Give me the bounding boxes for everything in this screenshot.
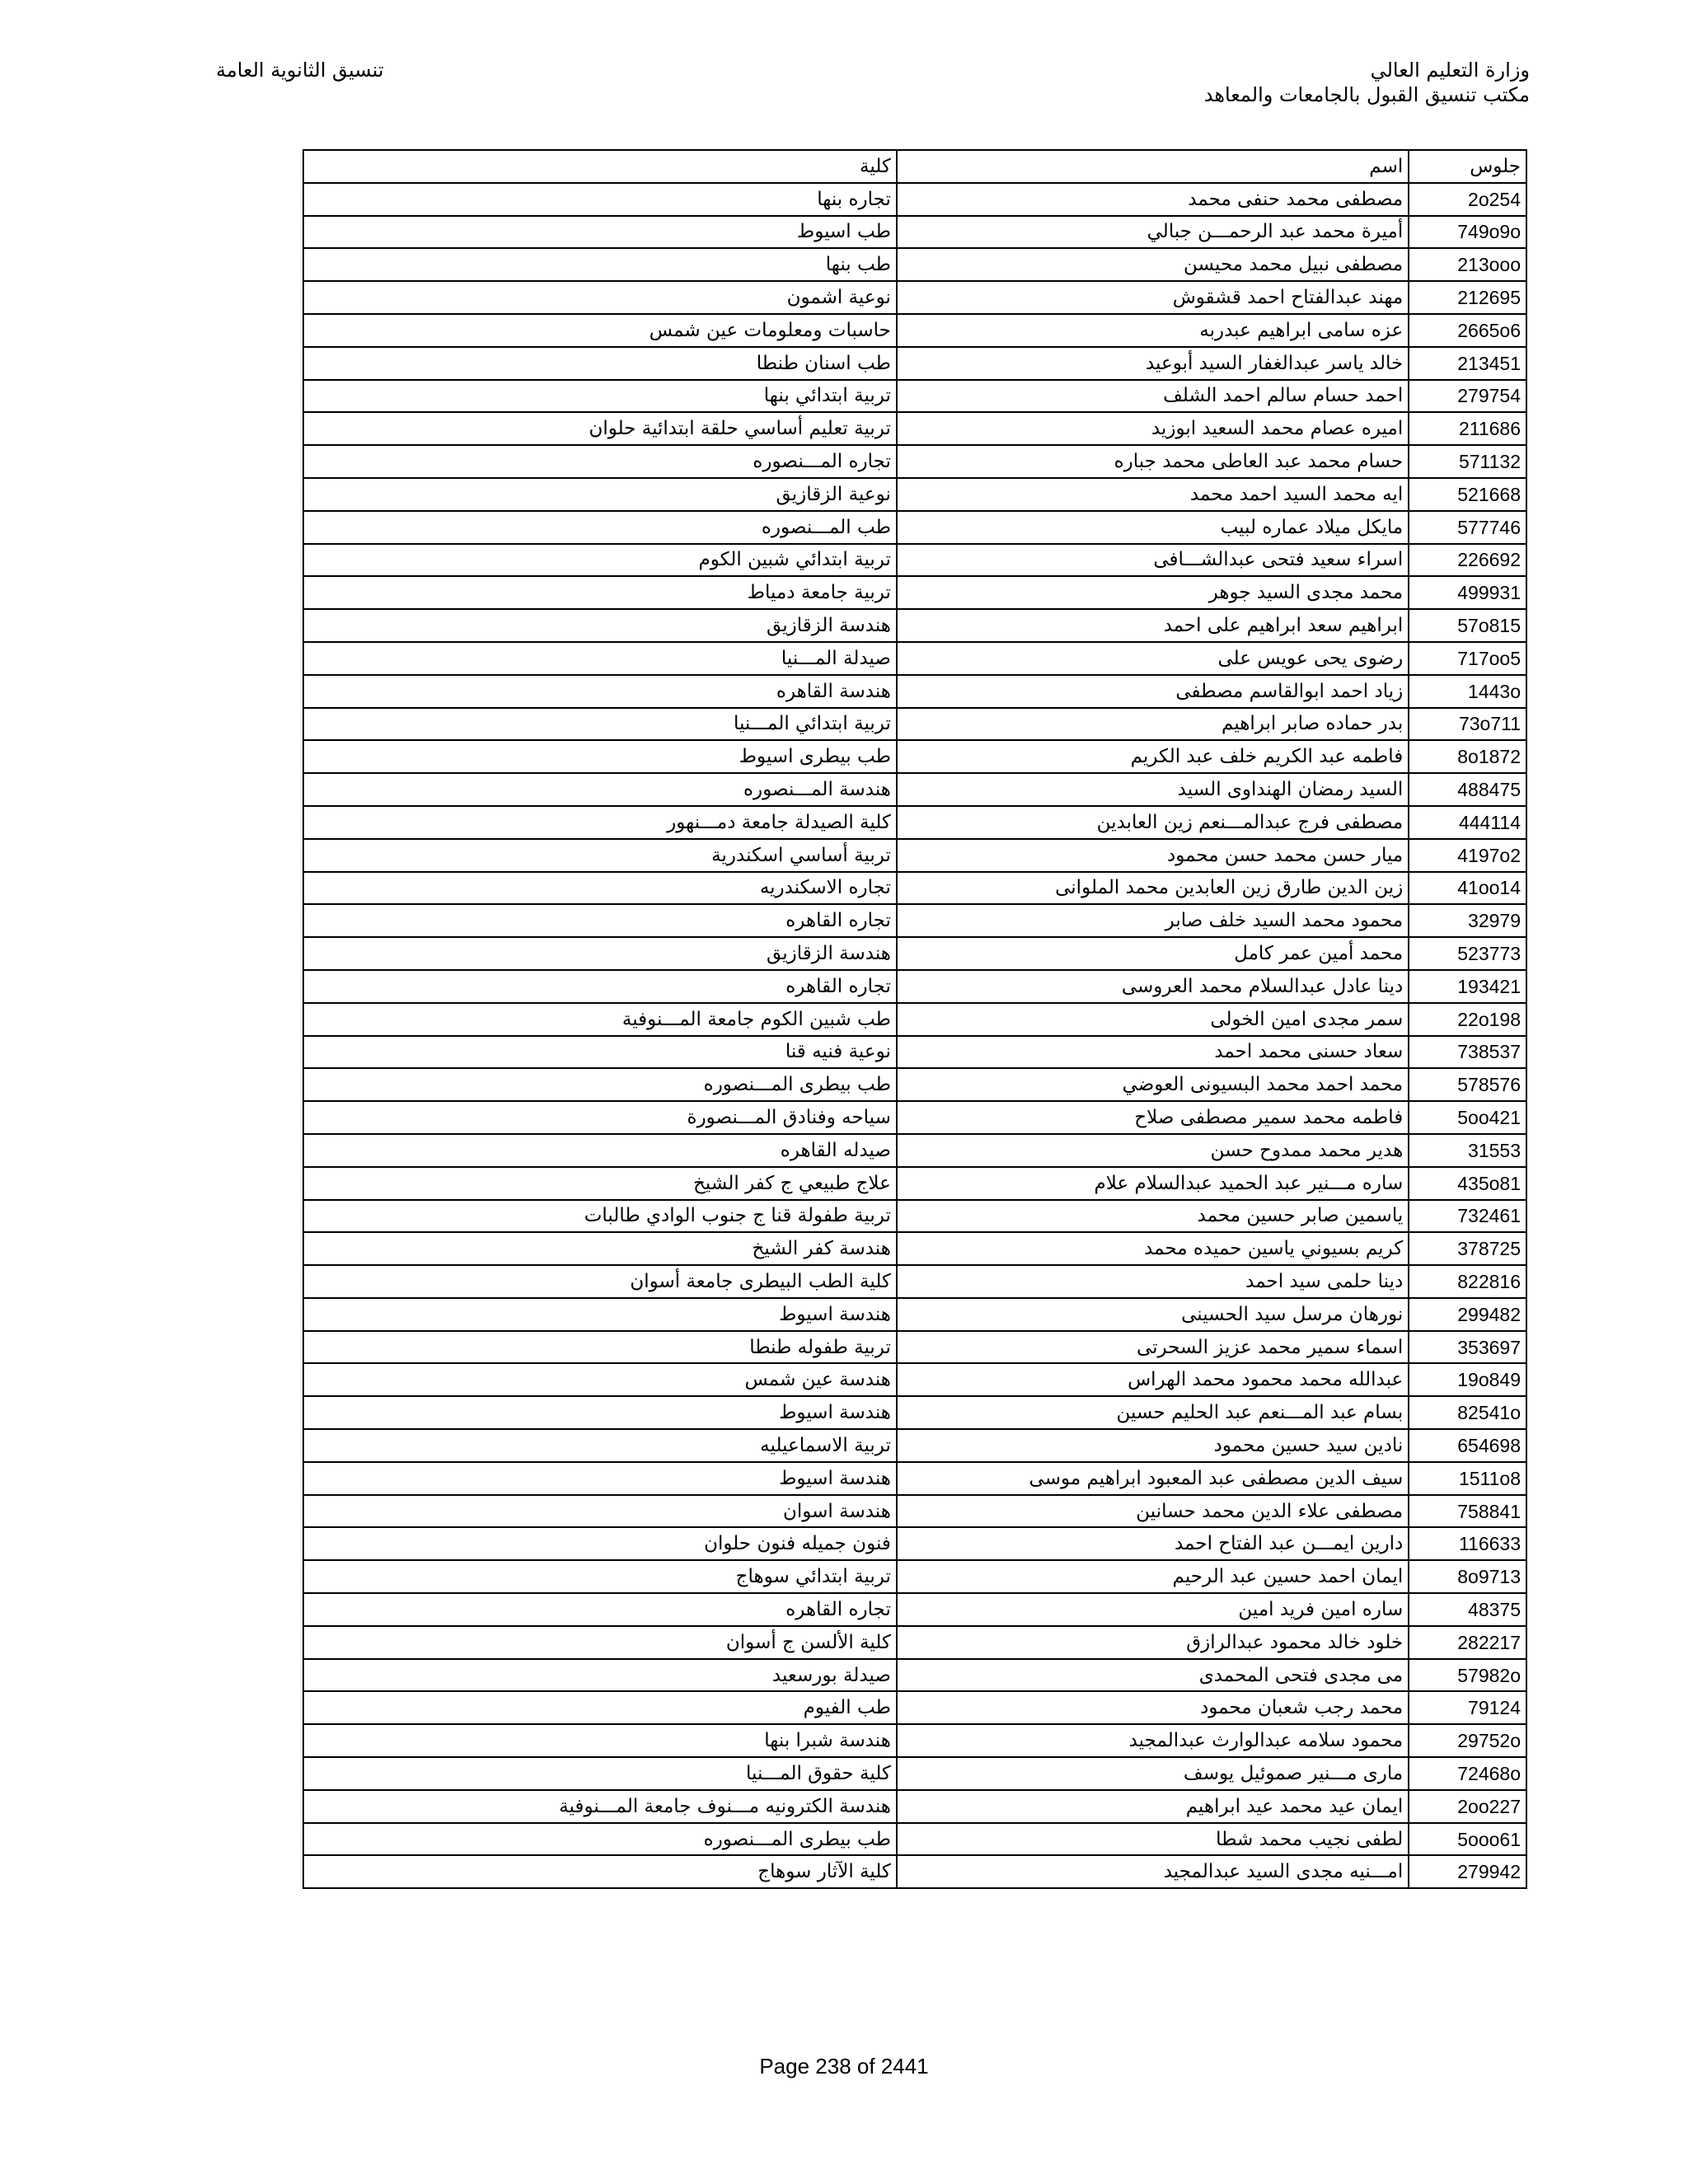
table-row — [303, 1396, 1526, 1429]
college-cell: طب بنها — [303, 248, 897, 281]
table-row — [303, 380, 1526, 413]
table-row — [303, 1134, 1526, 1167]
table-row — [303, 1036, 1526, 1069]
seat-number-cell: 82541o — [1409, 1396, 1526, 1429]
student-name-cell: عزه سامى ابراهيم عبدربه — [897, 314, 1409, 347]
table-row — [303, 642, 1526, 675]
seat-number-cell: 758841 — [1409, 1495, 1526, 1528]
student-name-cell: مارى مـــنير صموئيل يوسف — [897, 1757, 1409, 1790]
student-name-cell: نورهان مرسل سيد الحسينى — [897, 1298, 1409, 1331]
table-row — [303, 675, 1526, 708]
college-cell: طب بيطرى المـــنصوره — [303, 1823, 897, 1856]
seat-number-cell: 226692 — [1409, 544, 1526, 577]
college-cell: صيدلة المـــنيا — [303, 642, 897, 675]
table-row — [303, 904, 1526, 937]
student-name-cell: حسام محمد عبد العاطى محمد جباره — [897, 445, 1409, 478]
ministry-title: وزارة التعليم العالي — [1370, 59, 1530, 82]
table-row — [303, 1855, 1526, 1888]
table-row — [303, 1691, 1526, 1724]
college-cell: حاسبات ومعلومات عين شمس — [303, 314, 897, 347]
student-name-cell: كريم بسيوني ياسين حميده محمد — [897, 1232, 1409, 1265]
admissions-table — [302, 149, 1527, 1889]
seat-number-cell: 378725 — [1409, 1232, 1526, 1265]
table-row — [303, 1298, 1526, 1331]
student-name-cell: مصطفى علاء الدين محمد حسانين — [897, 1495, 1409, 1528]
table-row — [303, 708, 1526, 741]
seat-number-cell: 8o1872 — [1409, 740, 1526, 773]
college-cell: علاج طبيعي ج كفر الشيخ — [303, 1167, 897, 1200]
college-cell: تربية أساسي اسكندرية — [303, 839, 897, 872]
table-row — [303, 937, 1526, 970]
seat-number-cell: 1511o8 — [1409, 1462, 1526, 1495]
table-row — [303, 347, 1526, 380]
seat-number-cell: 279754 — [1409, 380, 1526, 413]
student-name-cell: اميره عصام محمد السعيد ابوزيد — [897, 412, 1409, 445]
student-name-cell: محمد مجدى السيد جوهر — [897, 576, 1409, 609]
college-cell: تربية جامعة دمياط — [303, 576, 897, 609]
seat-number-cell: 193421 — [1409, 970, 1526, 1003]
seat-number-cell: 521668 — [1409, 478, 1526, 511]
college-cell: هندسة اسيوط — [303, 1462, 897, 1495]
college-cell: هندسة اسيوط — [303, 1396, 897, 1429]
college-cell: كلية الألسن ج أسوان — [303, 1626, 897, 1659]
seat-number-cell: 279942 — [1409, 1855, 1526, 1888]
table-row — [303, 1003, 1526, 1036]
college-cell: هندسة القاهره — [303, 675, 897, 708]
seat-number-cell: 213ooo — [1409, 248, 1526, 281]
table-row — [303, 1527, 1526, 1560]
college-cell: هندسة الكترونيه مـــنوف جامعة المـــنوفية — [303, 1790, 897, 1823]
table-row — [303, 609, 1526, 642]
college-cell: هندسة عين شمس — [303, 1363, 897, 1396]
seat-number-cell: 213451 — [1409, 347, 1526, 380]
table-row — [303, 773, 1526, 806]
college-cell: تربية طفوله طنطا — [303, 1331, 897, 1364]
seat-number-cell: 435o81 — [1409, 1167, 1526, 1200]
seat-number-cell: 8o9713 — [1409, 1560, 1526, 1593]
seat-number-cell: 29752o — [1409, 1724, 1526, 1757]
college-cell: تجاره القاهره — [303, 970, 897, 1003]
college-cell: هندسة المـــنصوره — [303, 773, 897, 806]
table-row — [303, 1659, 1526, 1692]
table-row — [303, 1101, 1526, 1134]
seat-number-cell: 577746 — [1409, 511, 1526, 544]
seat-number-cell: 57o815 — [1409, 609, 1526, 642]
student-name-cell: ايه محمد السيد احمد محمد — [897, 478, 1409, 511]
table-row — [303, 970, 1526, 1003]
table-row — [303, 1724, 1526, 1757]
seat-number-cell: 211686 — [1409, 412, 1526, 445]
student-name-cell: هدير محمد ممدوح حسن — [897, 1134, 1409, 1167]
seat-number-cell: 717oo5 — [1409, 642, 1526, 675]
college-cell: هندسة الزقازيق — [303, 609, 897, 642]
college-cell: هندسة اسوان — [303, 1495, 897, 1528]
table-row — [303, 576, 1526, 609]
seat-number-cell: 2665o6 — [1409, 314, 1526, 347]
student-name-cell: اسماء سمير محمد عزيز السحرتى — [897, 1331, 1409, 1364]
college-cell: كلية الآثار سوهاج — [303, 1855, 897, 1888]
college-cell: هندسة اسيوط — [303, 1298, 897, 1331]
table-row — [303, 1462, 1526, 1495]
student-name-cell: مصطفى فرج عبدالمـــنعم زين العابدين — [897, 806, 1409, 839]
seat-number-cell: 299482 — [1409, 1298, 1526, 1331]
table-row — [303, 740, 1526, 773]
seat-number-cell: 31553 — [1409, 1134, 1526, 1167]
table-row — [303, 544, 1526, 577]
student-name-cell: فاطمه عبد الكريم خلف عبد الكريم — [897, 740, 1409, 773]
seat-number-cell: 116633 — [1409, 1527, 1526, 1560]
college-cell: تجاره المـــنصوره — [303, 445, 897, 478]
table-row — [303, 1068, 1526, 1101]
student-name-cell: محمد احمد محمد البسيونى العوضي — [897, 1068, 1409, 1101]
student-name-cell: ميار حسن محمد حسن محمود — [897, 839, 1409, 872]
table-row — [303, 1626, 1526, 1659]
student-name-cell: دارين ايمـــن عبد الفتاح احمد — [897, 1527, 1409, 1560]
seat-number-cell: 5ooo61 — [1409, 1823, 1526, 1856]
header-ministry-block — [1204, 58, 1530, 107]
table-row — [303, 248, 1526, 281]
table-row — [303, 1593, 1526, 1626]
college-cell: تربية ابتدائي بنها — [303, 380, 897, 413]
table-row — [303, 1790, 1526, 1823]
seat-number-cell: 523773 — [1409, 937, 1526, 970]
student-name-cell: محمود محمد السيد خلف صابر — [897, 904, 1409, 937]
table-row — [303, 1560, 1526, 1593]
seat-number-cell: 444114 — [1409, 806, 1526, 839]
seat-number-cell: 732461 — [1409, 1200, 1526, 1233]
office-title: مكتب تنسيق القبول بالجامعات والمعاهد — [1203, 83, 1530, 106]
college-cell: طب اسيوط — [303, 216, 897, 249]
student-name-cell: محمود سلامه عبدالوارث عبدالمجيد — [897, 1724, 1409, 1757]
college-cell: سياحه وفنادق المـــنصورة — [303, 1101, 897, 1134]
student-name-cell: زياد احمد ابوالقاسم مصطفى — [897, 675, 1409, 708]
student-name-cell: دينا عادل عبدالسلام محمد العروسى — [897, 970, 1409, 1003]
college-cell: تربية ابتدائي المـــنيا — [303, 708, 897, 741]
seat-number-cell: 499931 — [1409, 576, 1526, 609]
student-name-cell: ياسمين صابر حسين محمد — [897, 1200, 1409, 1233]
student-name-cell: امـــنيه مجدى السيد عبدالمجيد — [897, 1855, 1409, 1888]
page-number: Page 238 of 2441 — [759, 2054, 929, 2079]
student-name-cell: مصطفى نبيل محمد محيسن — [897, 248, 1409, 281]
student-name-cell: سمر مجدى امين الخولى — [897, 1003, 1409, 1036]
table-row — [303, 1200, 1526, 1233]
student-name-cell: ايمان احمد حسين عبد الرحيم — [897, 1560, 1409, 1593]
seat-number-cell: 73o711 — [1409, 708, 1526, 741]
student-name-cell: مصطفى محمد حنفى محمد — [897, 183, 1409, 216]
seat-number-cell: 1443o — [1409, 675, 1526, 708]
table-row — [303, 1363, 1526, 1396]
table-row — [303, 478, 1526, 511]
seat-number-cell: 282217 — [1409, 1626, 1526, 1659]
seat-number-cell: 79124 — [1409, 1691, 1526, 1724]
coordination-title: تنسيق الثانوية العامة — [216, 59, 384, 82]
student-name-cell: مهند عبدالفتاح احمد قشقوش — [897, 281, 1409, 314]
college-cell: تجاره القاهره — [303, 904, 897, 937]
student-name-cell: أميرة محمد عبد الرحمـــن جبالي — [897, 216, 1409, 249]
college-cell: هندسة كفر الشيخ — [303, 1232, 897, 1265]
student-name-cell: مايكل ميلاد عماره لبيب — [897, 511, 1409, 544]
college-cell: كلية الطب البيطرى جامعة أسوان — [303, 1265, 897, 1298]
table-header-row — [303, 150, 1526, 183]
student-name-cell: ايمان عيد محمد عيد ابراهيم — [897, 1790, 1409, 1823]
college-cell: تربية تعليم أساسي حلقة ابتدائية حلوان — [303, 412, 897, 445]
college-cell: تربية الاسماعيليه — [303, 1429, 897, 1462]
college-cell: طب الفيوم — [303, 1691, 897, 1724]
table-row — [303, 445, 1526, 478]
table-row — [303, 1331, 1526, 1364]
student-name-cell: خلود خالد محمود عبدالرازق — [897, 1626, 1409, 1659]
student-name-cell: بسام عبد المـــنعم عبد الحليم حسين — [897, 1396, 1409, 1429]
college-cell: صيدلة بورسعيد — [303, 1659, 897, 1692]
seat-number-cell: 488475 — [1409, 773, 1526, 806]
column-header-name: اسم — [897, 150, 1409, 183]
table-row — [303, 183, 1526, 216]
college-cell: تربية ابتدائي سوهاج — [303, 1560, 897, 1593]
seat-number-cell: 738537 — [1409, 1036, 1526, 1069]
seat-number-cell: 2o254 — [1409, 183, 1526, 216]
college-cell: هندسة شبرا بنها — [303, 1724, 897, 1757]
student-name-cell: محمد أمين عمر كامل — [897, 937, 1409, 970]
student-name-cell: سيف الدين مصطفى عبد المعبود ابراهيم موسى — [897, 1462, 1409, 1495]
column-header-college: كلية — [303, 150, 897, 183]
table-row — [303, 1823, 1526, 1856]
table-row — [303, 806, 1526, 839]
student-name-cell: مى مجدى فتحى المحمدى — [897, 1659, 1409, 1692]
college-cell: نوعية فنيه قنا — [303, 1036, 897, 1069]
college-cell: طب شبين الكوم جامعة المـــنوفية — [303, 1003, 897, 1036]
seat-number-cell: 212695 — [1409, 281, 1526, 314]
college-cell: هندسة الزقازيق — [303, 937, 897, 970]
college-cell: طب بيطرى المـــنصوره — [303, 1068, 897, 1101]
table-row — [303, 511, 1526, 544]
student-name-cell: بدر حماده صابر ابراهيم — [897, 708, 1409, 741]
seat-number-cell: 353697 — [1409, 1331, 1526, 1364]
student-name-cell: ساره مـــنير عبد الحميد عبدالسلام علام — [897, 1167, 1409, 1200]
student-name-cell: محمد رجب شعبان محمود — [897, 1691, 1409, 1724]
table-row — [303, 1757, 1526, 1790]
seat-number-cell: 72468o — [1409, 1757, 1526, 1790]
seat-number-cell: 571132 — [1409, 445, 1526, 478]
seat-number-cell: 578576 — [1409, 1068, 1526, 1101]
student-name-cell: السيد رمضان الهنداوى السيد — [897, 773, 1409, 806]
seat-number-cell: 48375 — [1409, 1593, 1526, 1626]
table-row — [303, 839, 1526, 872]
college-cell: كلية حقوق المـــنيا — [303, 1757, 897, 1790]
seat-number-cell: 822816 — [1409, 1265, 1526, 1298]
college-cell: كلية الصيدلة جامعة دمـــنهور — [303, 806, 897, 839]
seat-number-cell: 749o9o — [1409, 216, 1526, 249]
student-name-cell: اسراء سعيد فتحى عبدالشـــافى — [897, 544, 1409, 577]
seat-number-cell: 654698 — [1409, 1429, 1526, 1462]
student-name-cell: رضوى يحى عويس على — [897, 642, 1409, 675]
student-name-cell: عبدالله محمد محمود محمد الهراس — [897, 1363, 1409, 1396]
table-row — [303, 412, 1526, 445]
seat-number-cell: 22o198 — [1409, 1003, 1526, 1036]
college-cell: صيدله القاهره — [303, 1134, 897, 1167]
table-row — [303, 1495, 1526, 1528]
table-row — [303, 216, 1526, 249]
seat-number-cell: 4197o2 — [1409, 839, 1526, 872]
table-row — [303, 314, 1526, 347]
seat-number-cell: 32979 — [1409, 904, 1526, 937]
student-name-cell: سعاد حسنى محمد احمد — [897, 1036, 1409, 1069]
college-cell: طب المـــنصوره — [303, 511, 897, 544]
student-name-cell: زين الدين طارق زين العابدين محمد الملوانى — [897, 872, 1409, 905]
student-name-cell: احمد حسام سالم احمد الشلف — [897, 380, 1409, 413]
column-header-seat: جلوس — [1409, 150, 1526, 183]
seat-number-cell: 2oo227 — [1409, 1790, 1526, 1823]
seat-number-cell: 5oo421 — [1409, 1101, 1526, 1134]
student-name-cell: ابراهيم سعد ابراهيم على احمد — [897, 609, 1409, 642]
student-name-cell: خالد ياسر عبدالغفار السيد أبوعيد — [897, 347, 1409, 380]
college-cell: فنون جميله فنون حلوان — [303, 1527, 897, 1560]
seat-number-cell: 57982o — [1409, 1659, 1526, 1692]
college-cell: تجاره بنها — [303, 183, 897, 216]
college-cell: تجاره الاسكندريه — [303, 872, 897, 905]
college-cell: تربية ابتدائي شبين الكوم — [303, 544, 897, 577]
college-cell: طب بيطرى اسيوط — [303, 740, 897, 773]
table-row — [303, 1167, 1526, 1200]
seat-number-cell: 19o849 — [1409, 1363, 1526, 1396]
college-cell: نوعية الزقازيق — [303, 478, 897, 511]
college-cell: طب اسنان طنطا — [303, 347, 897, 380]
student-name-cell: ساره امين فريد امين — [897, 1593, 1409, 1626]
table-row — [303, 872, 1526, 905]
college-cell: نوعية اشمون — [303, 281, 897, 314]
table-row — [303, 1429, 1526, 1462]
table-row — [303, 1232, 1526, 1265]
college-cell: تربية طفولة قنا ج جنوب الوادي طالبات — [303, 1200, 897, 1233]
table-row — [303, 281, 1526, 314]
student-name-cell: دينا حلمى سيد احمد — [897, 1265, 1409, 1298]
seat-number-cell: 41oo14 — [1409, 872, 1526, 905]
student-name-cell: نادين سيد حسين محمود — [897, 1429, 1409, 1462]
college-cell: تجاره القاهره — [303, 1593, 897, 1626]
student-name-cell: لطفى نجيب محمد شطا — [897, 1823, 1409, 1856]
table-row — [303, 1265, 1526, 1298]
student-name-cell: فاطمه محمد سمير مصطفى صلاح — [897, 1101, 1409, 1134]
